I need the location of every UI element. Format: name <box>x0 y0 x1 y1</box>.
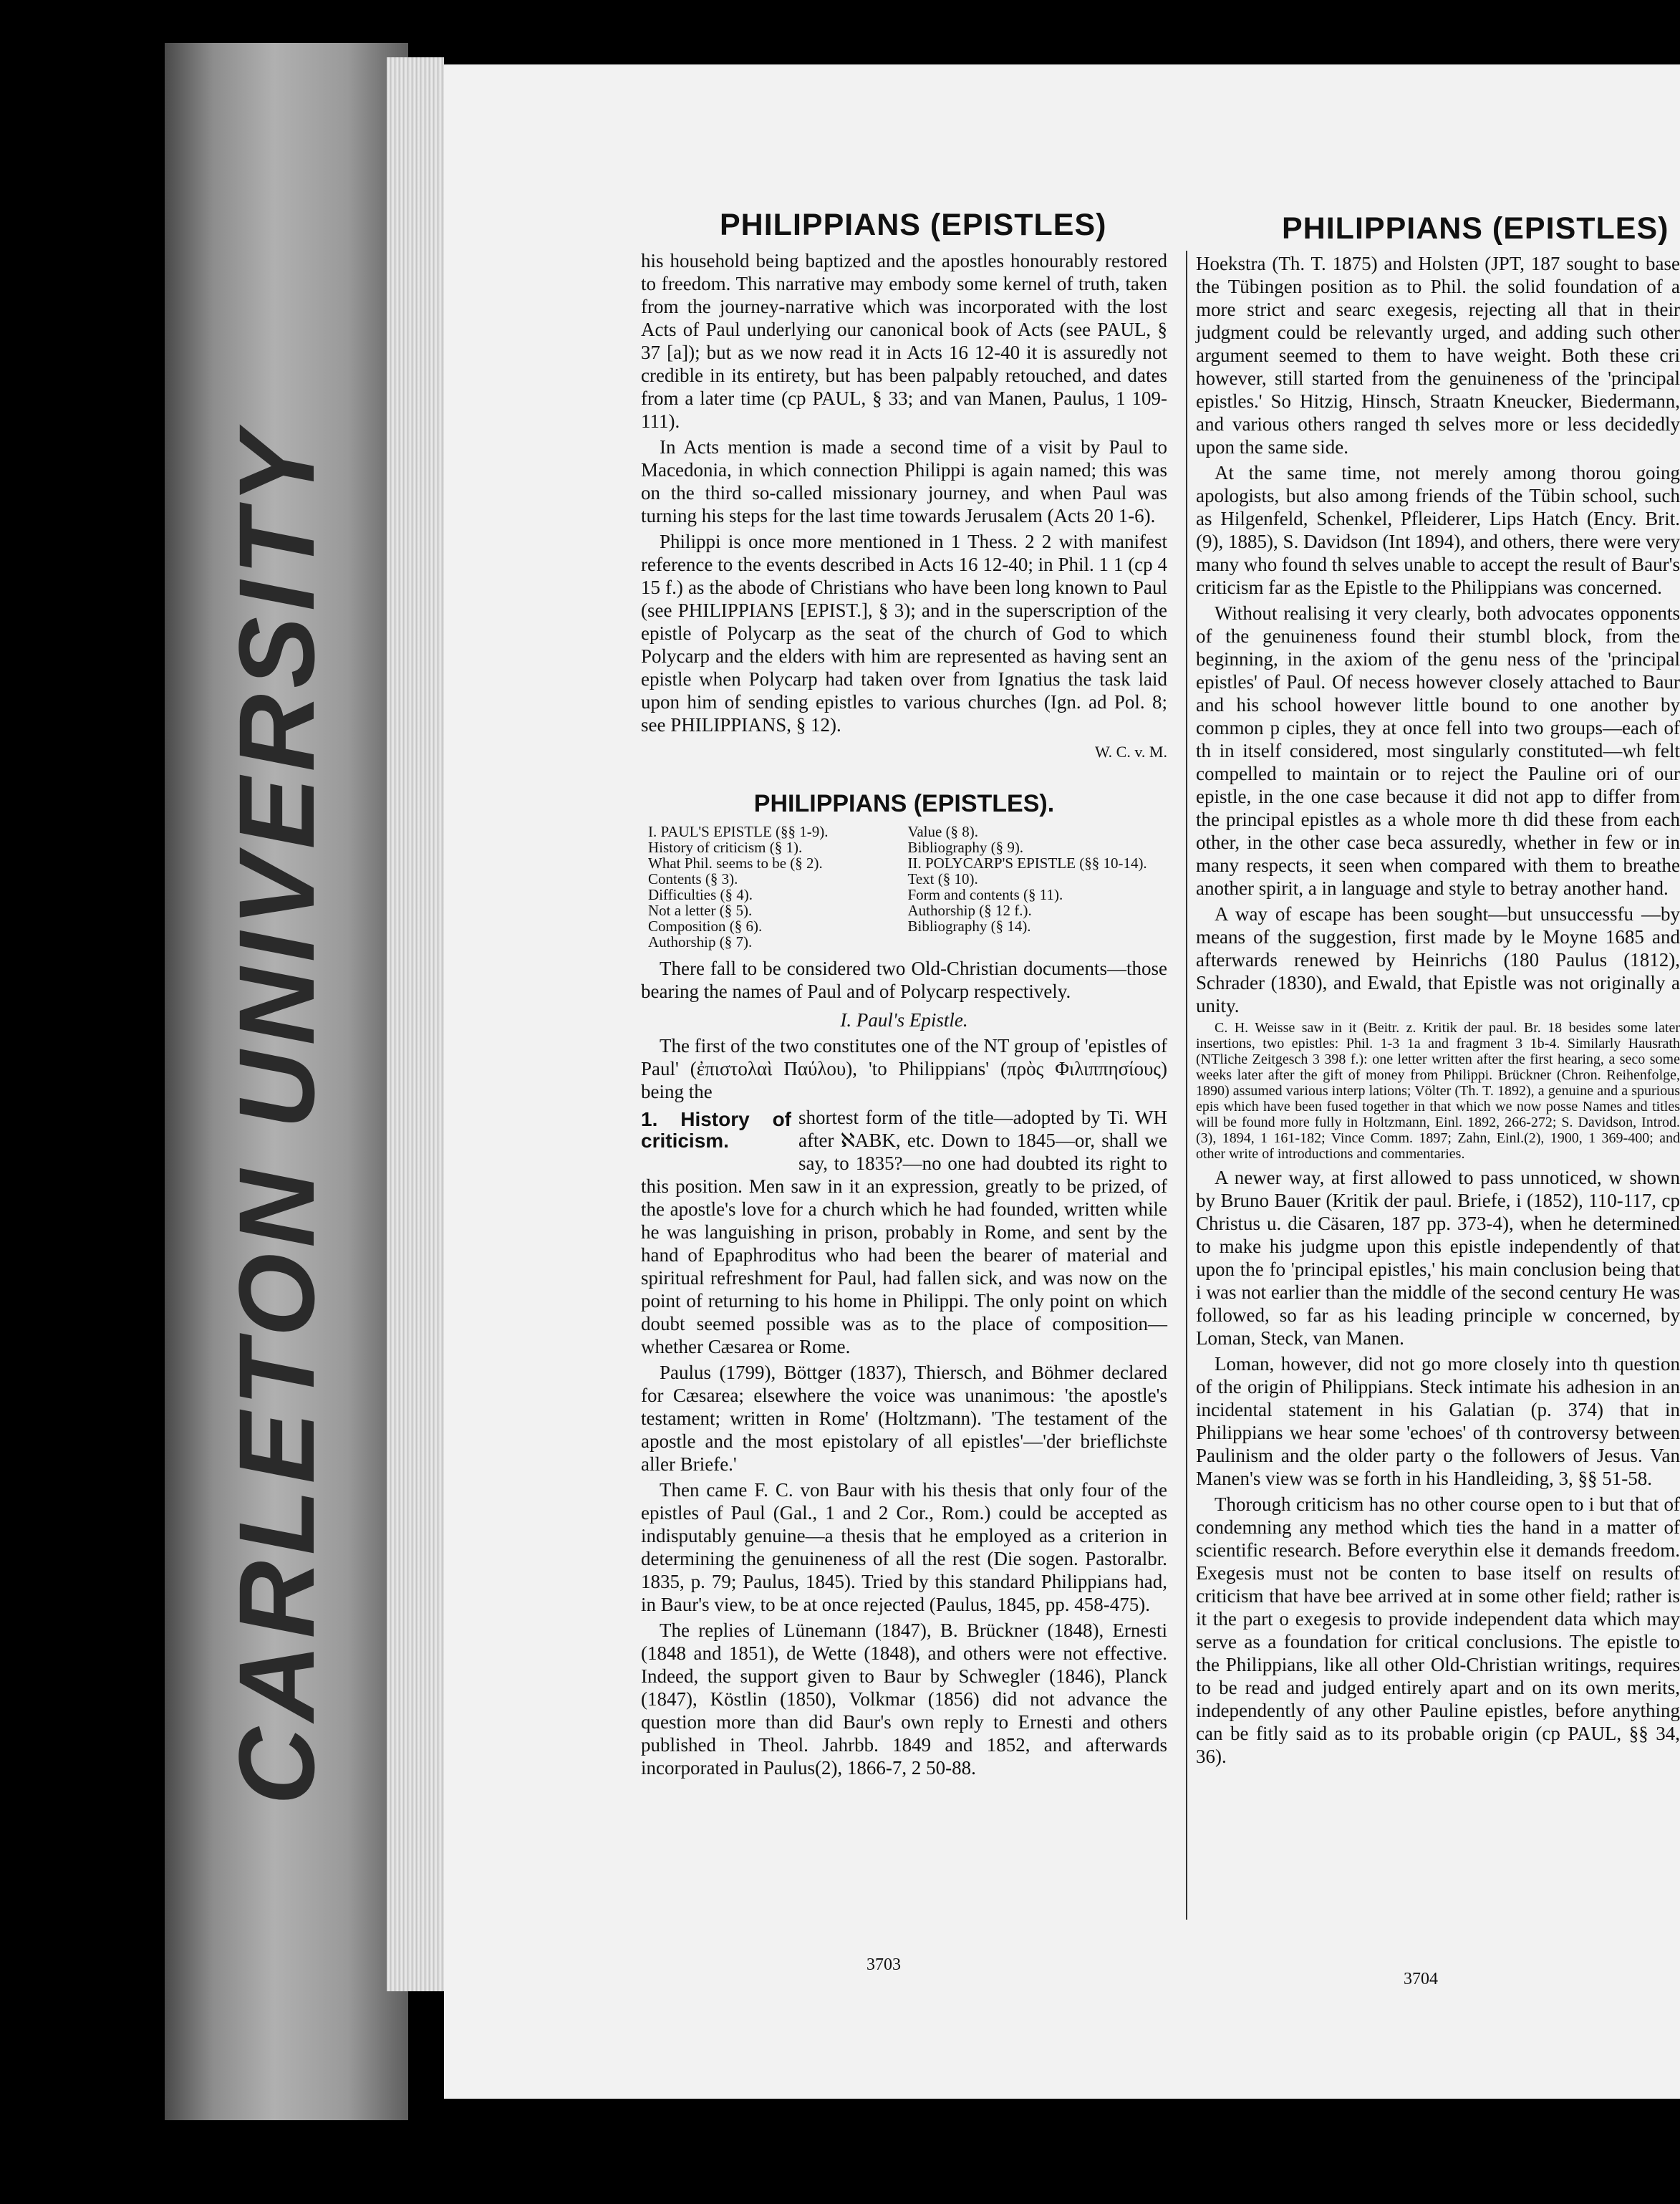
paragraph-without: Without realising it very clearly, both advocates opponents of the genuineness found their stumbl block, from the beginning, in the axiom of the genu ness of the 'principal epistles' of Paul. Of necess however closely attached to Baur and his school however little bound to one another by common p ciples, they at once fell into two groups—each of th in itself considered, most singularly constituted—wh felt compelled to maintain or to reject the Pauline ori of our epistle, in the one case because it did not app to differ from the principal epistles as a whole more th did these from each other, in the other case beca assuredly, whether in few or in many respects, it seen when compared with them to breathe another spirit, a in language and style to betray another hand. <box>1196 602 1680 899</box>
toc-entry: Authorship (§ 7). <box>648 933 753 951</box>
left-column <box>641 249 1167 1782</box>
toc-entry: II. POLYCARP'S EPISTLE (§§ 10-14). <box>907 855 1147 872</box>
column-rule <box>1186 251 1187 1920</box>
author-signature: W. C. v. M. <box>1094 743 1167 761</box>
paragraph-first-a: The first of the two constitutes one of the NT group of 'epistles of Paul' (ἐπιστολαὶ Παύλου), 'to Philippians' (πρὸς Φιλιππησίους) being the <box>641 1035 1167 1102</box>
paragraph-replies: The replies of Lünemann (1847), B. Brückner (1848), Ernesti (1848 and 1851), de Wette (1848), and others were not effective. Indeed, the support given to Baur by Schwegler (1846), Planck (1847), Köstlin (1850), Volkmar (1856) did not advance the question more than did Baur's own reply to Ernesti and others published in Theol. Jahrbb. 1849 and 1852, and afterwards incorporated in Paulus(2), 1866-7, 2 50-88. <box>641 1620 1167 1779</box>
left-page-number: 3703 <box>866 1955 901 1974</box>
toc-entry: Bibliography (§ 9). <box>907 839 1024 856</box>
right-page-number: 3704 <box>1404 1970 1438 1988</box>
paragraph-fall: There fall to be considered two Old-Christian documents—those bearing the names of Paul and of Polycarp respectively. <box>641 958 1167 1002</box>
page-edges <box>387 57 444 1991</box>
paragraph-newer-way: A newer way, at first allowed to pass unnoticed, w shown by Bruno Bauer (Kritik der paul. Briefe, i (1852), 110-117, cp Christus u. die Cäsaren, 187 pp. 373-4), when he determined to make his judgme upon this epistle independently of that upon the fo 'principal epistles,' his main conclusion being that i was not earlier than the middle of the second century He was followed, so far as his leading principle w concerned, by Loman, Steck, van Manen. <box>1196 1167 1680 1349</box>
article-title: PHILIPPIANS (EPISTLES). <box>753 790 1055 817</box>
book-page <box>444 64 1680 2099</box>
toc-entry: Contents (§ 3). <box>648 870 738 887</box>
toc-entry: I. PAUL'S EPISTLE (§§ 1-9). <box>648 823 829 840</box>
paragraph-same-time: At the same time, not merely among thorou going apologists, but also among friends of the Tübin school, such as Hilgenfeld, Schenkel, Pfleiderer, Lips Hatch (Ency. Brit.(9), 1885), S. Davidson (Int 1894), and others, there were very many who found th selves unable to accept the result of Baur's criticism far as the Epistle to the Philippians was concerned. <box>1196 462 1680 598</box>
right-running-header: PHILIPPIANS (EPISTLES) <box>1282 211 1669 246</box>
toc-entry: Composition (§ 6). <box>648 918 763 935</box>
paragraph-paulus: Paulus (1799), Böttger (1837), Thiersch, and Böhmer declared for Cæsarea; elsewhere the voice was unanimous: 'the apostle's testament; written in Rome' (Holtzmann). 'The testament of the apostle and the most epistolary of all epistles'—'der brieflichste aller Briefe.' <box>641 1362 1167 1475</box>
section-title: I. Paul's Epistle. <box>840 1009 968 1031</box>
paragraph-first-b: shortest form of the title—adopted by Ti. WH after ℵABK, etc. Down to 1845—or, shall we say, to 1835?—no one had doubted its right to this position. Men saw in it an expression, greatly to be prized, of the apostle's love for a church which he had founded, written while he was languishing in prison, probably in Rome, and sent by the hand of Epaphroditus who had been the bearer of material and spiritual refreshment for Paul, had fallen sick, and was now on the point of returning to his home in Philippi. The only point on which doubt seemed possible was as to the place of composition—whether Cæsarea or Rome. <box>641 1107 1167 1357</box>
toc-entry: Text (§ 10). <box>907 870 978 887</box>
paragraph-household: his household being baptized and the apostles honourably restored to freedom. This narrative may embody some kernel of truth, taken from the journey-narrative which was incorporated with the lost Acts of Paul underlying our canonical book of Acts (see PAUL, § 37 [a]); but as we now read it in Acts 16 12-40 it is assuredly not credible in its entirety, but has been palpably retouched, and dates from a later time (cp PAUL, § 33; and van Manen, Paulus, 1 109-111). <box>641 250 1167 432</box>
paragraph-hoekstra: Hoekstra (Th. T. 1875) and Holsten (JPT, 187 sought to base the Tübingen position as to Phil. the solid foundation of a more strict and searc exegesis, rejecting all that in their judgment could be relevantly urged, and adding such other argument seemed to them to have weight. Both these cri however, still started from the genuineness of the 'principal epistles.' So Hitzig, Hinsch, Straatn Kneucker, Biedermann, and various others ranged th selves more or less decidedly upon the same side. <box>1196 253 1680 458</box>
toc-entry: Value (§ 8). <box>907 823 979 840</box>
spine-library-stamp: CARLETON UNIVERSITY <box>216 426 337 1805</box>
paragraph-loman: Loman, however, did not go more closely into th question of the origin of Philippians. Steck intimate his adhesion in an incidental statement in his Galatian (p. 374) that in Philippians we hear some 'echoes' of th controversy between Paulinism and the older party o the followers of Jesus. Van Manen's view was se forth in his Handleiding, 3, §§ 51-58. <box>1196 1353 1680 1489</box>
right-column <box>1196 252 1680 1771</box>
toc-entry: History of criticism (§ 1). <box>648 839 803 856</box>
toc-column-right <box>908 824 1168 950</box>
toc-column-left <box>648 824 908 950</box>
footnote <box>1196 1020 1680 1162</box>
paragraph-baur: Then came F. C. von Baur with his thesis that only four of the epistles of Paul (Gal., 1 and 2 Cor., Rom.) could be accepted as indisputably genuine—a thesis that he employed as a criterion in determining the genuineness of all the rest (Die sogen. Pastoralbr. 1835, p. 79; Paulus, 1845). Tried by this standard Philippians had, in Baur's view, to be at once rejected (Paulus, 1845, pp. 458-475). <box>641 1479 1167 1615</box>
paragraph-acts: In Acts mention is made a second time of a visit by Paul to Macedonia, in which connection Philippi is again named; this was on the third so-called missionary journey, and when Paul was turning his steps for the last time towards Jerusalem (Acts 20 1-6). <box>641 436 1167 526</box>
side-heading: 1. History of criticism. <box>641 1108 791 1152</box>
toc-entry: Form and contents (§ 11). <box>907 886 1063 903</box>
paragraph-thorough: Thorough criticism has no other course open to i but that of condemning any method which ties the hand in a matter of scientific research. Before everythin else it demands freedom. Exegesis must not be conten to base itself on results of criticism that have bee arrived at in some other field; rather is it the part o exegesis to provide independent data which may serve as a foundation for critical conclusions. The epistle to the Philippians, like all other Old-Christian writings, requires to be read and judged entirely apart and on its own merits, independently of any other Pauline epistles, before anything can be fitly said as to its probable origin (cp PAUL, §§ 34, 36). <box>1196 1493 1680 1767</box>
toc-entry: Bibliography (§ 14). <box>907 918 1031 935</box>
toc-entry: Not a letter (§ 5). <box>648 902 753 919</box>
paragraph-escape: A way of escape has been sought—but unsuccessfu —by means of the suggestion, first made by le Moyne 1685 and afterwards renewed by Heinrichs (180 Paulus (1812), Schrader (1830), and Ewald, that Epistle was not originally a unity. <box>1196 903 1680 1016</box>
toc-entry: What Phil. seems to be (§ 2). <box>648 855 823 872</box>
toc-entry: Authorship (§ 12 f.). <box>907 902 1032 919</box>
paragraph-philippi: Philippi is once more mentioned in 1 Thess. 2 2 with manifest reference to the events described in Acts 16 12-40; in Phil. 1 1 (cp 4 15 f.) as the abode of Christians who have been long known to Paul (see PHILIPPIANS [EPIST.], § 3); and in the superscription of the epistle of Polycarp as the seat of the church of God to which Polycarp and the elders with him are represented as having sent an epistle when Polycarp had taken over from Ignatius the task laid upon him of sending epistles to various churches (Ign. ad Pol. 8; see PHILIPPIANS, § 12). <box>641 531 1167 736</box>
footnote-text: C. H. Weisse saw in it (Beitr. z. Kritik der paul. Br. 18 besides some later insertions, two epistles: Phil. 1-3 1a and fragment 3 1b-4. Similarly Hausrath (NTliche Zeitgesch 3 398 f.): one letter written after the first hearing, a seco some weeks later after the gift of money from Philippi. Brückner (Chron. Reihenfolge, 1890) assumed various interp lations; Völter (Th. T. 1892), a genuine and a spurious epis which have been fused together in that which we now posse Names and titles will be found more fully in Holtzmann, Einl. 1892, 266-272; S. Davidson, Introd.(3), 1894, 1 161-182; Vince Comm. 1897; Zahn, Einl.(2), 1900, 1 369-400; and other write of introductions and commentaries. <box>1196 1020 1680 1162</box>
toc-entry: Difficulties (§ 4). <box>648 886 753 903</box>
left-running-header: PHILIPPIANS (EPISTLES) <box>720 208 1107 242</box>
table-of-contents <box>648 824 1167 950</box>
